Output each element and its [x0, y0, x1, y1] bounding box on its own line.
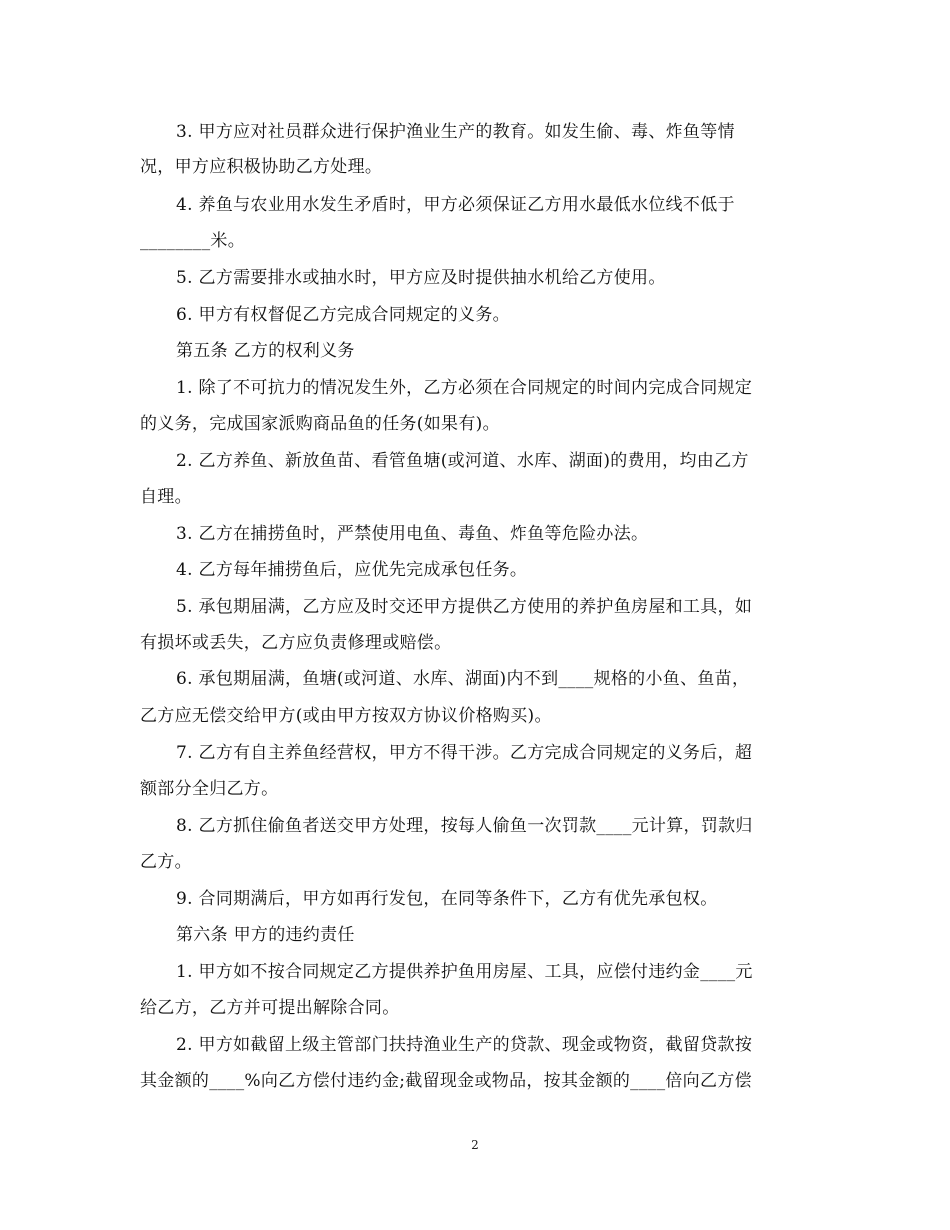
section-heading: 第五条 乙方的权利义务 [176, 341, 355, 361]
text-line: 5. 承包期届满，乙方应及时交还甲方提供乙方使用的养护鱼房屋和工具，如 [176, 597, 753, 617]
text-line: 3. 甲方应对社员群众进行保护渔业生产的教育。如发生偷、毒、炸鱼等情 [176, 122, 735, 142]
text-line: 给乙方，乙方并可提出解除合同。 [140, 998, 400, 1018]
section-heading: 第六条 甲方的违约责任 [176, 925, 355, 945]
text-line: 5. 乙方需要排水或抽水时，甲方应及时提供抽水机给乙方使用。 [176, 268, 666, 288]
text-line: 7. 乙方有自主养鱼经营权，甲方不得干涉。乙方完成合同规定的义务后，超 [176, 743, 753, 763]
text-line: 8. 乙方抓住偷鱼者送交甲方处理，按每人偷鱼一次罚款____元计算，罚款归 [176, 816, 753, 836]
text-line: 1. 除了不可抗力的情况发生外，乙方必须在合同规定的时间内完成合同规定 [176, 378, 753, 398]
text-line: 2. 乙方养鱼、新放鱼苗、看管鱼塘(或河道、水库、湖面)的费用，均由乙方 [176, 451, 749, 471]
text-line: 的义务，完成国家派购商品鱼的任务(如果有)。 [140, 414, 500, 434]
page-number: 2 [471, 1138, 479, 1152]
text-line: 其金额的____%向乙方偿付违约金;截留现金或物品，按其金额的____倍向乙方偿 [140, 1071, 752, 1091]
text-line: 6. 甲方有权督促乙方完成合同规定的义务。 [176, 305, 510, 325]
text-line: 自理。 [140, 487, 192, 507]
text-line: 况，甲方应积极协助乙方处理。 [140, 157, 383, 177]
text-line: 乙方。 [140, 852, 192, 872]
text-line: 6. 承包期届满，鱼塘(或河道、水库、湖面)内不到____规格的小鱼、鱼苗， [176, 669, 750, 689]
text-line: 2. 甲方如截留上级主管部门扶持渔业生产的贷款、现金或物资，截留贷款按 [176, 1035, 753, 1055]
text-line: 4. 乙方每年捕捞鱼后，应优先完成承包任务。 [176, 560, 528, 580]
text-line: 额部分全归乙方。 [140, 779, 279, 799]
text-line: 3. 乙方在捕捞鱼时，严禁使用电鱼、毒鱼、炸鱼等危险办法。 [176, 524, 649, 544]
text-line: 4. 养鱼与农业用水发生矛盾时，甲方必须保证乙方用水最低水位线不低于 [176, 195, 735, 215]
text-line: 9. 合同期满后，甲方如再行发包，在同等条件下，乙方有优先承包权。 [176, 889, 718, 909]
text-line: 有损坏或丢失，乙方应负责修理或赔偿。 [140, 633, 452, 653]
text-line: ________米。 [140, 231, 245, 251]
text-line: 1. 甲方如不按合同规定乙方提供养护鱼用房屋、工具，应偿付违约金____元 [176, 962, 753, 982]
text-line: 乙方应无偿交给甲方(或由甲方按双方协议价格购买)。 [140, 706, 552, 726]
